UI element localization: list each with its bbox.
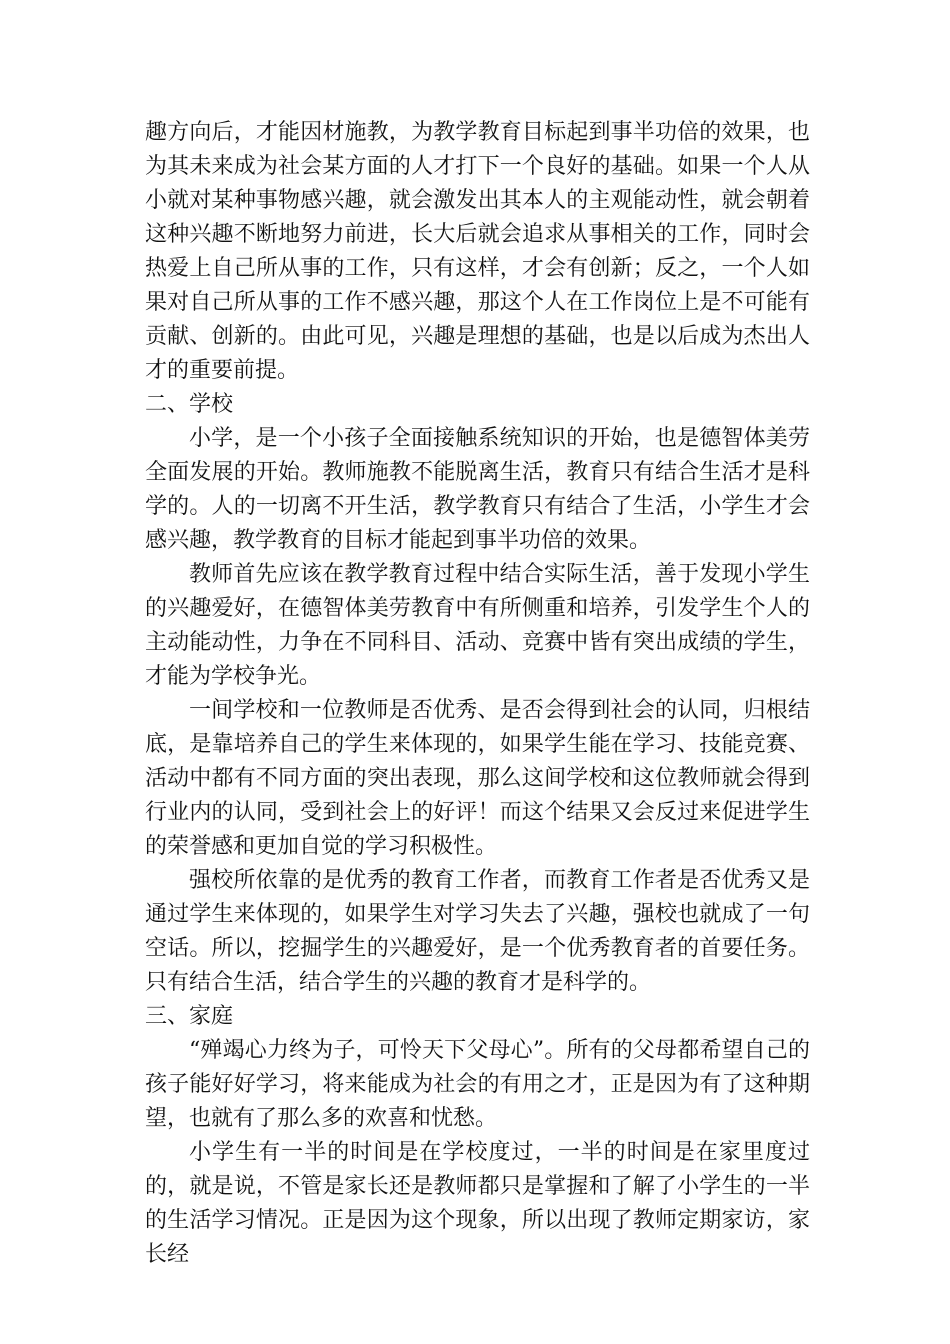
paragraph-home-time: 小学生有一半的时间是在学校度过，一半的时间是在家里度过的，就是说，不管是家长还是教师都只是掌握和了解了小学生的一半的生活学习情况。正是因为这个现象，所以出现了教师定期家访，家长经 <box>145 1140 810 1267</box>
paragraph-continuation: 趣方向后，才能因材施教，为教学教育目标起到事半功倍的效果，也为其未来成为社会某方面的人才打下一个良好的基础。如果一个人从小就对某种事物感兴趣，就会激发出其本人的主观能动性，就会朝着这种兴趣不断地努力前进，长大后就会追求从事相关的工作，同时会热爱上自己所从事的工作，只有这样，才会有创新；反之，一个人如果对自己所从事的工作不感兴趣，那这个人在工作岗位上是不可能有贡献、创新的。由此可见，兴趣是理想的基础，也是以后成为杰出人才的重要前提。 <box>145 120 810 383</box>
section-heading-school: 二、学校 <box>145 392 234 417</box>
paragraph-strong-school: 强校所依靠的是优秀的教育工作者，而教育工作者是否优秀又是通过学生来体现的，如果学生对学习失去了兴趣，强校也就成了一句空话。所以，挖掘学生的兴趣爱好，是一个优秀教育者的首要任务。只有结合生活，结合学生的兴趣的教育才是科学的。 <box>145 868 810 995</box>
paragraph-teacher-role: 教师首先应该在教学教育过程中结合实际生活，善于发现小学生的兴趣爱好，在德智体美劳教育中有所侧重和培养，引发学生个人的主动能动性，力争在不同科目、活动、竞赛中皆有突出成绩的学生，才能为学校争光。 <box>145 562 810 689</box>
section-heading-family: 三、家庭 <box>145 1004 234 1029</box>
paragraph-school-intro: 小学，是一个小孩子全面接触系统知识的开始，也是德智体美劳全面发展的开始。教师施教不能脱离生活，教育只有结合生活才是科学的。人的一切离不开生活，教学教育只有结合了生活，小学生才会感兴趣，教学教育的目标才能起到事半功倍的效果。 <box>145 426 810 553</box>
paragraph-parents: “殚竭心力终为子，可怜天下父母心”。所有的父母都希望自己的孩子能好好学习，将来能成为社会的有用之才，正是因为有了这种期望，也就有了那么多的欢喜和忧愁。 <box>145 1038 810 1131</box>
document-page <box>145 116 810 1272</box>
paragraph-school-recognition: 一间学校和一位教师是否优秀、是否会得到社会的认同，归根结底，是靠培养自己的学生来体现的，如果学生能在学习、技能竞赛、活动中都有不同方面的突出表现，那么这间学校和这位教师就会得到行业内的认同，受到社会上的好评！而这个结果又会反过来促进学生的荣誉感和更加自觉的学习积极性。 <box>145 698 810 859</box>
